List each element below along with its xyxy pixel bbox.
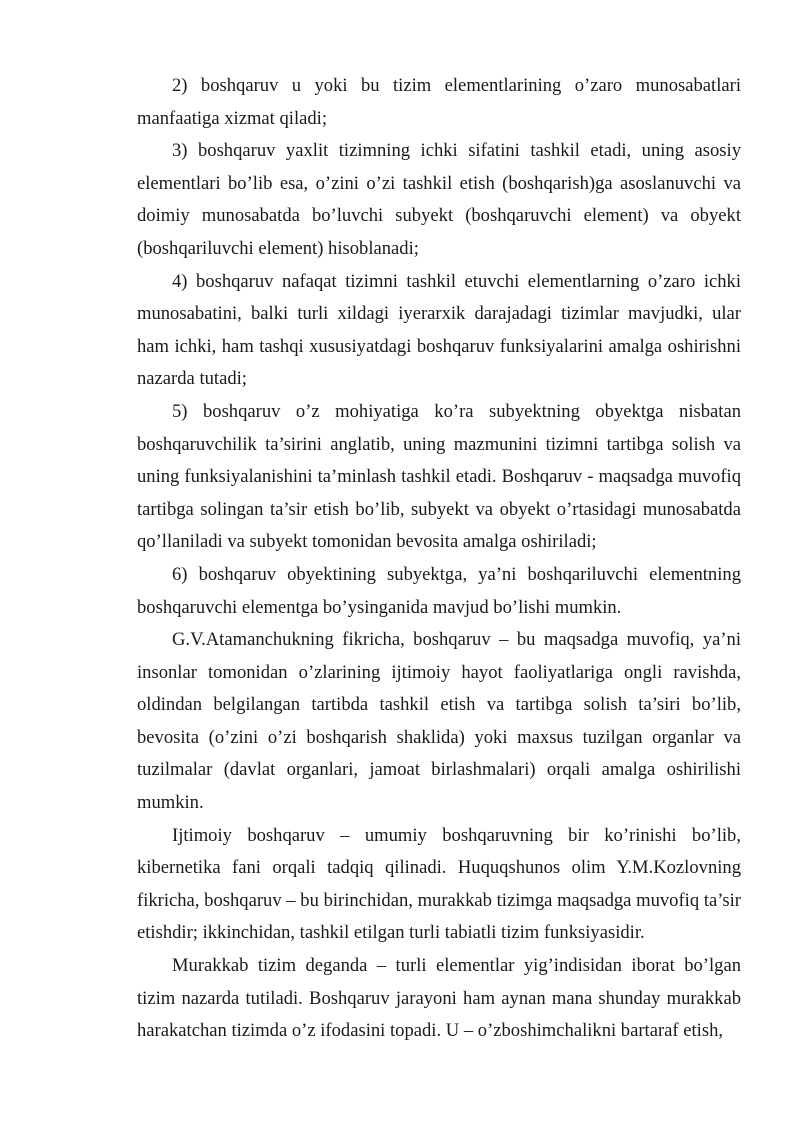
paragraph-complex-system: Murakkab tizim deganda – turli elementlar yig’indisidan iborat bo’lgan tizim nazarda tutiladi. Boshqaruv jarayoni ham aynan mana shunday murakkab harakatchan tizimda o’z ifodasini topadi. U – o’zboshimchalikni bartaraf etish, (137, 955, 741, 1042)
paragraph-social-management: Ijtimoiy boshqaruv – umumiy boshqaruvning bir ko’rinishi bo’lib, kibernetika fani orqali tadqiq qilinadi. Huquqshunos olim Y.M.Kozlovning fikricha, boshqaruv – bu birinchidan, murakkab tizimga maqsadga muvofiq ta’sir etishdir; ikkinchidan, tashkil etilgan turli tabiatli tizim funksiyasidir. (137, 824, 741, 944)
document-body (137, 70, 741, 1048)
paragraph-item-3: 3) boshqaruv yaxlit tizimning ichki sifatini tashkil etadi, uning asosiy elementlari bo’lib esa, o’zini o’zi tashkil etish (boshqarish)ga asoslanuvchi va doimiy munosabatda bo’luvchi subyekt (boshqaruvchi element) va obyekt (boshqariluvchi element) hisoblanadi; (137, 140, 741, 259)
paragraph-item-2: 2) boshqaruv u yoki bu tizim elementlarining o’zaro munosabatlari manfaatiga xizmat qiladi; (137, 75, 741, 129)
paragraph-item-4: 4) boshqaruv nafaqat tizimni tashkil etuvchi elementlarning o’zaro ichki munosabatini, balki turli xildagi iyerarxik darajadagi tizimlar mavjudki, ular ham ichki, ham tashqi xususiyatdagi boshqaruv funksiyalarini amalga oshirishni nazarda tutadi; (137, 270, 741, 390)
paragraph-atamanchuk: G.V.Atamanchukning fikricha, boshqaruv – bu maqsadga muvofiq, ya’ni insonlar tomonidan o’zlarining ijtimoiy hayot faoliyatlariga ongli ravishda, oldindan belgilangan tartibda tashkil etish va tartibga solish ta’siri bo’lib, bevosita (o’zini o’zi boshqarish shaklida) yoki maxsus tuzilgan organlar va tuzilmalar (davlat organlari, jamoat birlashmalari) orqali amalga oshirilishi mumkin. (137, 629, 741, 814)
paragraph-item-6: 6) boshqaruv obyektining subyektga, ya’ni boshqariluvchi elementning boshqaruvchi elementga bo’ysinganida mavjud bo’lishi mumkin. (137, 563, 741, 618)
paragraph-item-5: 5) boshqaruv o’z mohiyatiga ko’ra subyektning obyektga nisbatan boshqaruvchilik ta’sirini anglatib, uning mazmunini tizimni tartibga solish va uning funksiyalanishini ta’minlash tashkil etadi. Boshqaruv - maqsadga muvofiq tartibga solingan ta’sir etish bo’lib, subyekt va obyekt o’rtasidagi munosabatda qo’llaniladi va subyekt tomonidan bevosita amalga oshiriladi; (137, 400, 741, 553)
